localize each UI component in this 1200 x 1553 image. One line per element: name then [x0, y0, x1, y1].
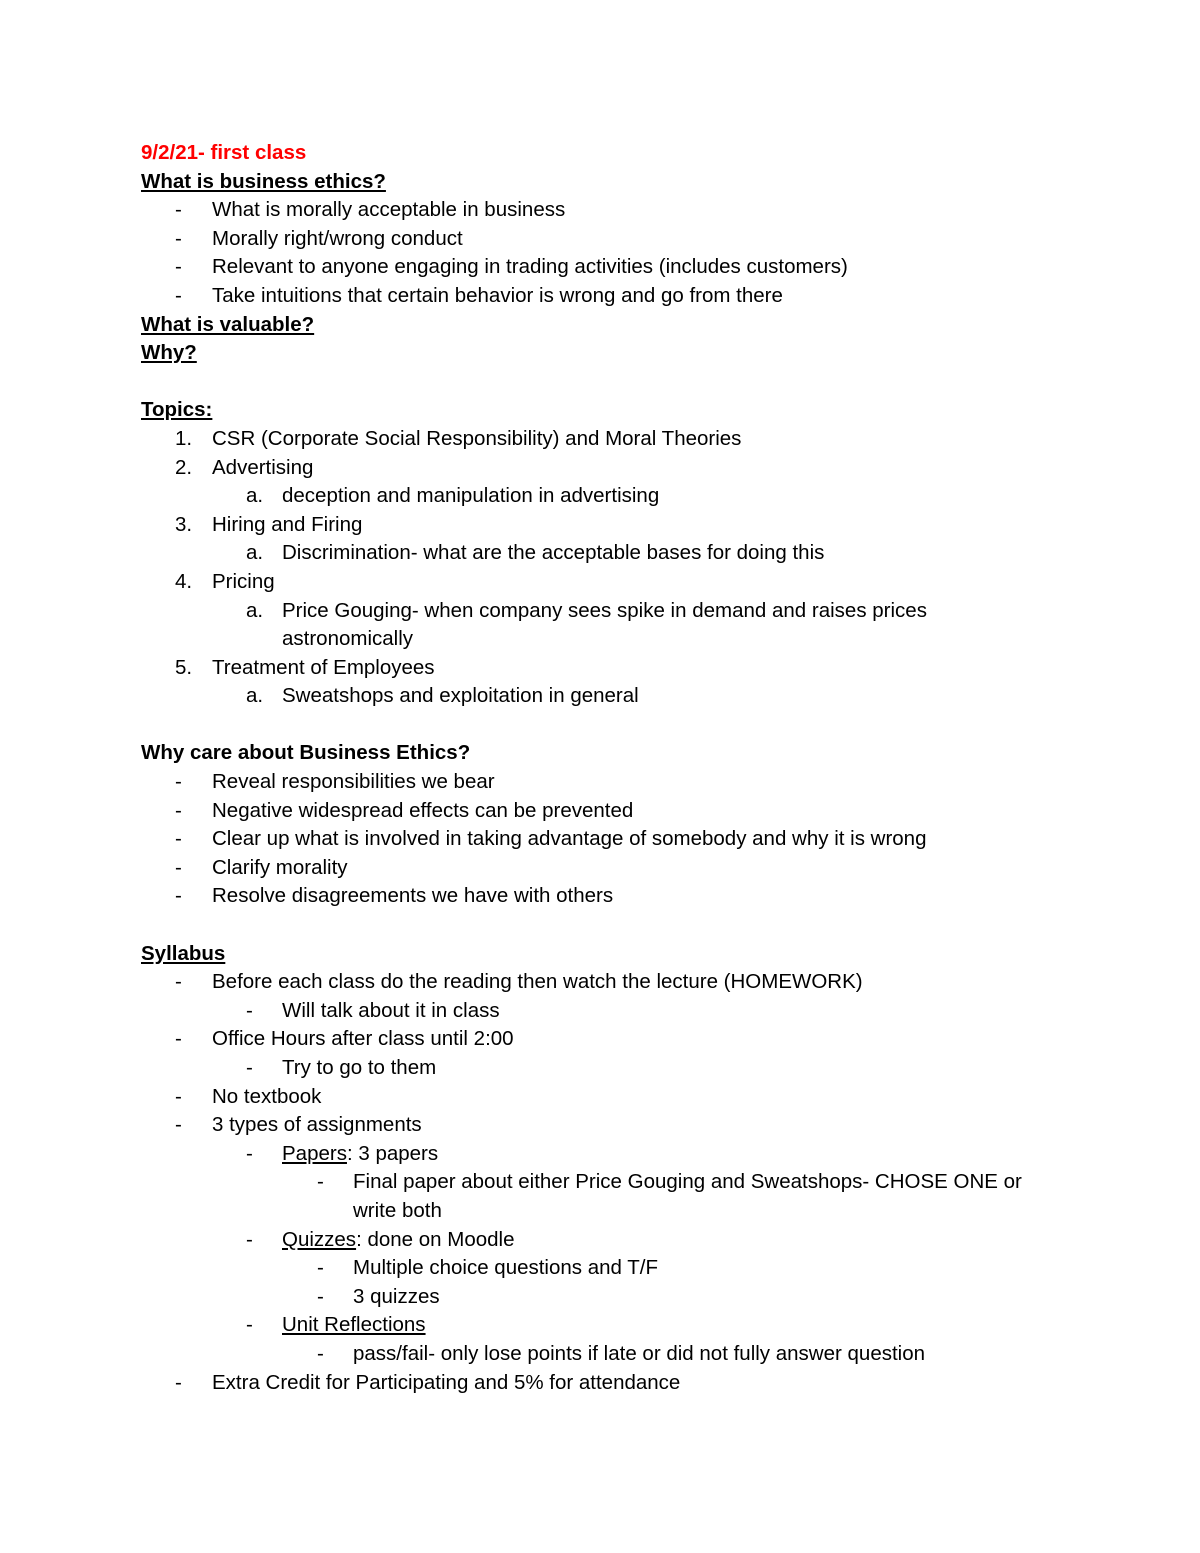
bullet-dash: - — [175, 1027, 182, 1051]
topic-item: 2. Advertising — [141, 454, 1100, 483]
assignment-detail: - Multiple choice questions and T/F — [141, 1254, 1100, 1283]
topic-subitem: a. Discrimination- what are the acceptable bases for doing this — [141, 539, 1100, 568]
topic-subitem: a. Sweatshops and exploitation in general — [141, 682, 1100, 711]
assignment-quizzes: - Quizzes: done on Moodle — [141, 1226, 1100, 1255]
quizzes-label: Quizzes — [282, 1227, 357, 1251]
assignment-papers: - Papers: 3 papers — [141, 1140, 1100, 1169]
list-item: - Take intuitions that certain behavior is wrong and go from there — [141, 282, 1100, 311]
syllabus-item: - 3 types of assignments — [141, 1111, 1100, 1140]
heading-topics: Topics: — [141, 398, 213, 422]
topic-subitem: a. deception and manipulation in advertising — [141, 482, 1100, 511]
topic-item: 1. CSR (Corporate Social Responsibility) and Moral Theories — [141, 425, 1100, 454]
list-letter: a. — [246, 541, 264, 565]
list-item: - What is morally acceptable in business — [141, 196, 1100, 225]
topic-item: 3. Hiring and Firing — [141, 511, 1100, 540]
heading-why: Why? — [141, 341, 197, 365]
bullet-dash: - — [175, 970, 182, 994]
bullet-dash: - — [317, 1341, 324, 1365]
list-number: 4. — [175, 569, 193, 593]
bullet-dash: - — [175, 1113, 182, 1137]
papers-label: Papers — [282, 1141, 347, 1165]
bullet-dash: - — [175, 255, 182, 279]
list-number: 5. — [175, 655, 193, 679]
list-number: 3. — [175, 512, 193, 536]
bullet-dash: - — [317, 1256, 324, 1280]
blank-line — [141, 711, 1100, 740]
bullet-dash: - — [246, 1141, 253, 1165]
assignment-detail: - Final paper about either Price Gouging and Sweatshops- CHOSE ONE or — [141, 1168, 1100, 1197]
list-item: - Relevant to anyone engaging in trading activities (includes customers) — [141, 253, 1100, 282]
syllabus-item: - Office Hours after class until 2:00 — [141, 1025, 1100, 1054]
blank-line — [141, 911, 1100, 940]
topic-item: 4. Pricing — [141, 568, 1100, 597]
list-item: - Negative widespread effects can be prevented — [141, 797, 1100, 826]
list-number: 2. — [175, 455, 193, 479]
syllabus-subitem: - Try to go to them — [141, 1054, 1100, 1083]
bullet-dash: - — [175, 1084, 182, 1108]
bullet-dash: - — [175, 198, 182, 222]
reflections-label: Unit Reflections — [282, 1313, 426, 1337]
list-letter: a. — [246, 684, 264, 708]
syllabus-item: - No textbook — [141, 1083, 1100, 1112]
heading-valuable: What is valuable? — [141, 312, 315, 336]
syllabus-subitem: - Will talk about it in class — [141, 997, 1100, 1026]
list-item: - Resolve disagreements we have with others — [141, 882, 1100, 911]
syllabus-item: - Before each class do the reading then watch the lecture (HOMEWORK) — [141, 968, 1100, 997]
list-item: - Clear up what is involved in taking advantage of somebody and why it is wrong — [141, 825, 1100, 854]
bullet-dash: - — [175, 226, 182, 250]
topic-item: 5. Treatment of Employees — [141, 654, 1100, 683]
syllabus-item: - Extra Credit for Participating and 5% for attendance — [141, 1369, 1100, 1398]
bullet-dash: - — [246, 1056, 253, 1079]
heading-business-ethics: What is business ethics? — [141, 169, 386, 193]
assignment-detail-continuation: write both — [353, 1198, 442, 1222]
bullet-dash: - — [246, 998, 253, 1022]
list-item: - Reveal responsibilities we bear — [141, 768, 1100, 797]
bullet-dash: - — [175, 1370, 182, 1394]
list-letter: a. — [246, 598, 264, 622]
heading-syllabus: Syllabus — [141, 941, 226, 965]
bullet-dash: - — [175, 855, 182, 879]
list-item: - Morally right/wrong conduct — [141, 225, 1100, 254]
date-heading: 9/2/21- first class — [141, 141, 307, 164]
assignment-detail: - pass/fail- only lose points if late or did not fully answer question — [141, 1340, 1100, 1369]
bullet-dash: - — [175, 770, 182, 794]
bullet-dash: - — [246, 1227, 253, 1251]
blank-line — [141, 368, 1100, 397]
list-item: - Clarify morality — [141, 854, 1100, 883]
assignment-reflections — [141, 1311, 1100, 1340]
bullet-dash: - — [175, 884, 182, 908]
bullet-dash: - — [175, 283, 182, 307]
topic-subitem: a. Price Gouging- when company sees spike in demand and raises prices — [141, 597, 1100, 626]
bullet-dash: - — [246, 1313, 253, 1337]
topic-subitem-continuation: astronomically — [282, 627, 414, 651]
bullet-dash: - — [175, 798, 182, 822]
bullet-dash: - — [175, 827, 182, 851]
bullet-dash: - — [317, 1284, 324, 1308]
list-letter: a. — [246, 484, 264, 508]
list-number: 1. — [175, 426, 193, 450]
heading-why-care: Why care about Business Ethics? — [141, 741, 471, 765]
assignment-detail: - 3 quizzes — [141, 1283, 1100, 1312]
bullet-dash: - — [317, 1170, 324, 1194]
